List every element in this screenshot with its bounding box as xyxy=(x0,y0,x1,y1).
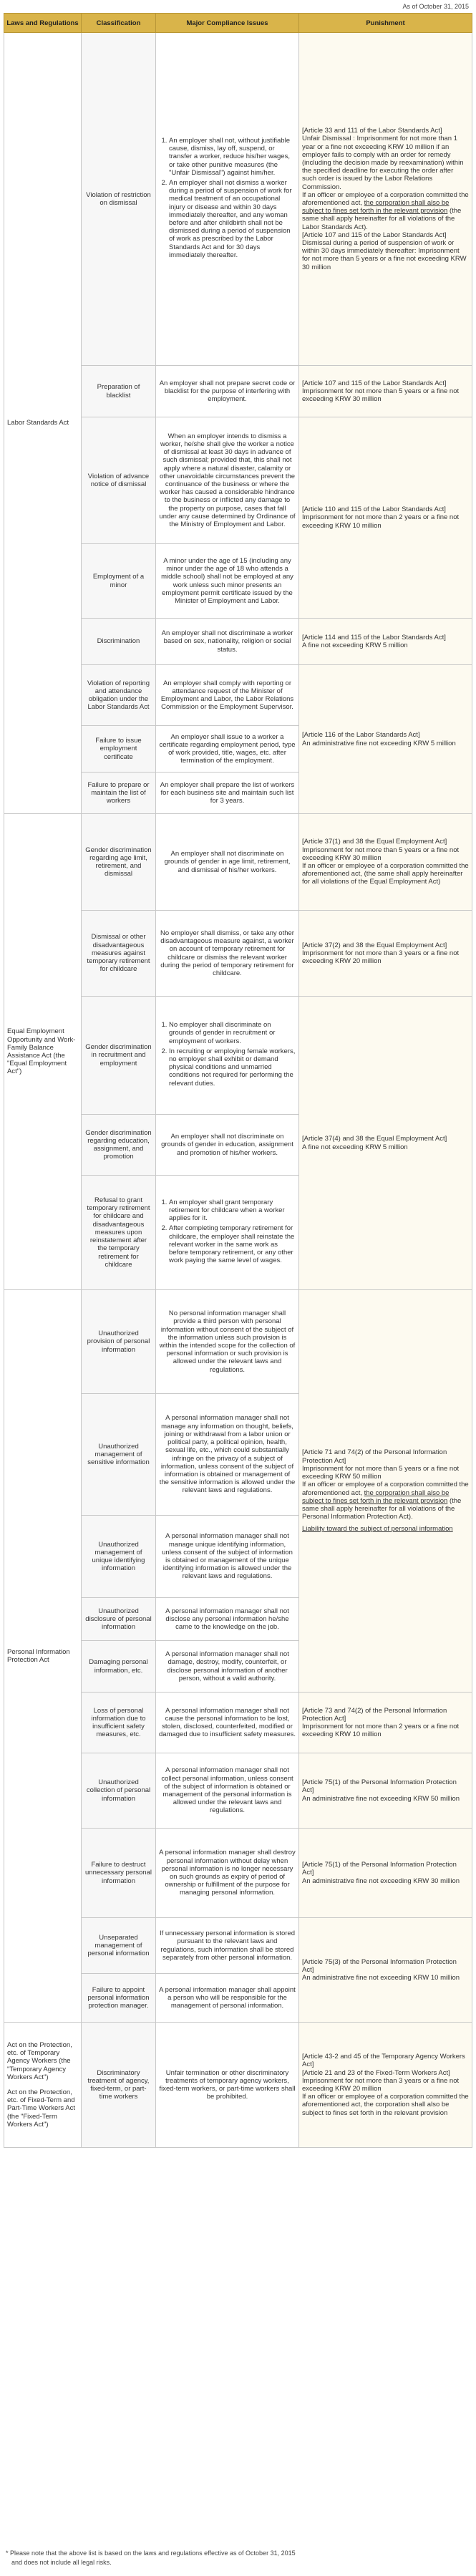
punishment xyxy=(299,1918,472,2023)
issue: No employer shall dismiss, or take any other disadvantageous measure against, a worker on account of temporary retirement for childcare or dismiss the relevant worker during the period of temporary retirement for childcare. xyxy=(156,911,299,997)
punishment-text: A fine not exceeding KRW 5 million xyxy=(302,1143,408,1151)
issue-item: 2. In recruiting or employing female workers, no employer shall exhibit or demand physical conditions and unmarried conditions not required for performing the relevant duties. xyxy=(169,1047,296,1088)
classification: Loss of personal information due to insufficient safety measures, etc. xyxy=(82,1693,156,1753)
law-temporary-agency: Act on the Protection, etc. of Temporary Agency Workers (the "Temporary Agency Workers Act") xyxy=(7,2040,72,2081)
law-equal-employment: Equal Employment Opportunity and Work-Family Balance Assistance Act (the "Equal Employment Act") xyxy=(4,814,82,1290)
punishment-text: An administrative fine not exceeding KRW 10 million xyxy=(302,1974,460,1982)
issue: A personal information manager shall destroy personal information without delay when personal information is no longer necessary on such grounds as expiry of period of ownership or fulfillment of the purpose for managing personal information. xyxy=(156,1829,299,1918)
issue: When an employer intends to dismiss a worker, he/she shall give the worker a notice of dismissal at least 30 days in advance of such dismissal; provided that, this shall not apply where a natural disaster, calamity or other unavoidable circumstances prevent the continuance of the business or where the worker has caused a considerable hindrance to the business or inflicted any damage to the property on purpose, cases that fall under any cause determined by Ordinance of the Ministry of Employment and Labor. xyxy=(156,417,299,544)
article-ref: [Article 75(1) of the Personal Information Protection Act] xyxy=(302,1861,457,1877)
issue xyxy=(156,1176,299,1290)
compliance-table xyxy=(4,13,472,2148)
punishment xyxy=(299,911,472,997)
liability-note: Liability toward the subject of personal information xyxy=(302,1525,453,1534)
article-ref: [Article 37(4) and 38 the Equal Employment Act] xyxy=(302,1135,447,1143)
footnote-line: and does not include all legal risks. xyxy=(11,2558,112,2566)
article-ref: [Article 21 and 23 of the Fixed-Term Workers Act] xyxy=(302,2068,450,2077)
punishment xyxy=(299,366,472,417)
classification: Failure to destruct unnecessary personal information xyxy=(82,1829,156,1918)
punishment-text: If an officer or employee of a corporation committed the aforementioned act, (the same shall apply hereinafter for all violations of the Equal Employment Act) xyxy=(302,862,469,886)
law-personal-information: Personal Information Protection Act xyxy=(4,1290,82,2023)
classification: Gender discrimination in recruitment and employment xyxy=(82,997,156,1115)
as-of-date: As of October 31, 2015 xyxy=(402,3,469,10)
classification: Violation of restriction on dismissal xyxy=(82,33,156,366)
law-labor-standards: Labor Standards Act xyxy=(4,33,82,814)
classification: Discriminatory treatment of agency, fixed-term, or part-time workers xyxy=(82,2023,156,2148)
issue-item: 1. An employer shall not, without justifiable cause, dismiss, lay off, suspend, or transfer a worker, reduce his/her wages, or take other punitive measures (the "Unfair Dismissal") against him/her. xyxy=(169,137,296,177)
classification: Unseparated management of personal information xyxy=(82,1918,156,1974)
punishment xyxy=(299,1693,472,1753)
article-ref: [Article 114 and 115 of the Labor Standards Act] xyxy=(302,633,446,641)
punishment-text: Imprisonment for not more than 5 years or a fine not exceeding KRW 30 million xyxy=(302,387,460,404)
article-ref: [Article 107 and 115 of the Labor Standards Act] xyxy=(302,379,447,387)
issue: Unfair termination or other discriminatory treatments of temporary agency workers, fixed-term workers, or part-time workers shall be prohibited. xyxy=(156,2023,299,2148)
issue: An employer shall not discriminate a worker based on sex, nationality, religion or social status. xyxy=(156,619,299,665)
issue: A personal information manager shall not manage any information on thought, beliefs, joining or withdrawal from a labor union or political party, a political opinion, health, sexual life, etc., which could substantially infringe on the privacy of a subject of information, unless consent of the subject of information is obtained or management of the sensitive information is allowed under the relevant laws and regulations. xyxy=(156,1394,299,1516)
punishment-text: Imprisonment for not more than 5 years or a fine not exceeding KRW 30 million xyxy=(302,846,460,862)
issue: An employer shall not discriminate on grounds of gender in age limit, retirement, and dismissal of his/her workers. xyxy=(156,814,299,911)
punishment-text: If an officer or employee of a corporation committed the aforementioned act, the corporation shall also be subject to fines set forth in the relevant provision xyxy=(302,2093,469,2117)
table-row xyxy=(4,33,472,366)
classification: Failure to appoint personal information protection manager. xyxy=(82,1974,156,2023)
classification: Discrimination xyxy=(82,619,156,665)
classification: Unauthorized management of unique identifying information xyxy=(82,1516,156,1598)
issue-item: 1. An employer shall grant temporary retirement for childcare when a worker applies for it. xyxy=(169,1199,296,1223)
punishment xyxy=(299,1829,472,1918)
classification: Violation of advance notice of dismissal xyxy=(82,417,156,544)
article-ref: [Article 33 and 111 of the Labor Standards Act] xyxy=(302,127,442,135)
article-ref: [Article 37(2) and 38 the Equal Employment Act] xyxy=(302,941,447,949)
classification: Unauthorized management of sensitive information xyxy=(82,1394,156,1516)
classification: Unauthorized collection of personal information xyxy=(82,1753,156,1829)
punishment-text: A fine not exceeding KRW 5 million xyxy=(302,641,408,649)
issue: A personal information manager shall not collect personal information, unless consent of the subject of information is obtained or management of the personal information is allowed under the relevant laws and regulations. xyxy=(156,1753,299,1829)
issue: An employer shall prepare the list of workers for each business site and maintain such list for 3 years. xyxy=(156,773,299,814)
issue: An employer shall not prepare secret code or blacklist for the purpose of interfering with employment. xyxy=(156,366,299,417)
classification: Violation of reporting and attendance obligation under the Labor Standards Act xyxy=(82,665,156,726)
issue: If unnecessary personal information is stored pursuant to the relevant laws and regulations, such information shall be stored separately from other personal information. xyxy=(156,1918,299,1974)
article-ref: [Article 116 of the Labor Standards Act] xyxy=(302,731,420,740)
punishment-text: An administrative fine not exceeding KRW 30 million xyxy=(302,1877,460,1885)
issue-item: 2. An employer shall not dismiss a worker during a period of suspension of work for medical treatment of an occupational injury or disease and within 30 days immediately thereafter, and any woman before and after childbirth shall not be dismissed during a period of suspension of work as prescribed by the Labor Standards Act and for 30 days immediately thereafter. xyxy=(169,179,296,259)
punishment-text: An administrative fine not exceeding KRW 5 million xyxy=(302,739,456,747)
punishment-text: Dismissal during a period of suspension of work or within 30 days immediately thereafter: Imprisonment for not more than 5 years or a fine not exceeding KRW 30 million xyxy=(302,239,467,271)
article-ref: [Article 75(3) of the Personal Information Protection Act] xyxy=(302,1957,457,1974)
punishment-text: Imprisonment for not more than 2 years or a fine not exceeding KRW 10 million xyxy=(302,1723,460,1739)
header-classification: Classification xyxy=(82,14,156,33)
punishment xyxy=(299,2023,472,2148)
law-fixed-term: Act on the Protection, etc. of Fixed-Term and Part-Time Workers Act (the "Fixed-Term Workers Act") xyxy=(7,2088,76,2129)
issue: A personal information manager shall not damage, destroy, modify, counterfeit, or disclose personal information of another person, without a valid authority. xyxy=(156,1641,299,1693)
punishment xyxy=(299,1290,472,1693)
classification: Employment of a minor xyxy=(82,544,156,619)
punishment-text: Imprisonment for not more than 3 years or a fine not exceeding KRW 20 million xyxy=(302,949,460,966)
classification: Unauthorized disclosure of personal information xyxy=(82,1598,156,1641)
article-ref: [Article 110 and 115 of the Labor Standards Act] xyxy=(302,505,446,514)
article-ref: [Article 43-2 and 45 of the Temporary Agency Workers Act] xyxy=(302,2053,465,2069)
header-row xyxy=(4,14,472,33)
punishment xyxy=(299,33,472,366)
punishment-text: Imprisonment for not more than 2 years or a fine not exceeding KRW 10 million xyxy=(302,513,460,530)
classification: Unauthorized provision of personal information xyxy=(82,1290,156,1394)
article-ref: [Article 71 and 74(2) of the Personal Information Protection Act] xyxy=(302,1448,447,1465)
classification: Preparation of blacklist xyxy=(82,366,156,417)
header-punishment: Punishment xyxy=(299,14,472,33)
punishment xyxy=(299,619,472,665)
punishment xyxy=(299,665,472,814)
issue: No personal information manager shall provide a third person with personal information without consent of the subject of the information unless such provision is within the intended scope for the collection of personal information or such provision is allowed under the relevant laws and regulations. xyxy=(156,1290,299,1394)
article-ref: [Article 73 and 74(2) of the Personal Information Protection Act] xyxy=(302,1706,447,1723)
issue xyxy=(156,997,299,1115)
punishment-text: Imprisonment for not more than 5 years or a fine not exceeding KRW 50 million xyxy=(302,1464,460,1481)
punishment xyxy=(299,417,472,619)
issue-item: 1. No employer shall discriminate on grounds of gender in recruitment or employment of workers. xyxy=(169,1021,296,1045)
classification: Dismissal or other disadvantageous measures against temporary retirement for childcare xyxy=(82,911,156,997)
footnote-line: * Please note that the above list is based on the laws and regulations effective as of October 31, 2015 xyxy=(6,2550,296,2557)
punishment-text: If an officer or employee of a corporation committed the aforementioned act, the corporation shall also be subject to fines set forth in the relevant provision (the same shall apply hereinafter for all violations of the Personal Information Protection Act). xyxy=(302,1481,469,1521)
article-ref: [Article 75(1) of the Personal Information Protection Act] xyxy=(302,1778,457,1795)
punishment-text: Unfair Dismissal : Imprisonment for not more than 1 year or a fine not exceeding KRW 10 million if an employer fails to comply with an order for remedy (including the decision made by reexamination) within the specified deadline for executing the order after such order is issued by the Labor Relations Commission. xyxy=(302,135,464,191)
issue: A minor under the age of 15 (including any minor under the age of 18 who attends a middle school) shall not be employed at any work unless such minor presents an employment permit certificate issued by the Minister of Employment and Labor. xyxy=(156,544,299,619)
header-laws: Laws and Regulations xyxy=(4,14,82,33)
corporate-liability-text: the corporation shall also be subject to fines set forth in the relevant provision xyxy=(302,199,450,216)
article-ref: [Article 107 and 115 of the Labor Standards Act] xyxy=(302,231,447,239)
issue: An employer shall comply with reporting or attendance request of the Minister of Employment and Labor, the Labor Relations Commission or the Employment Supervisor. xyxy=(156,665,299,726)
punishment xyxy=(299,814,472,911)
issue: A personal information manager shall not cause the personal information to be lost, stolen, disclosed, counterfeited, modified or damaged due to insufficient safety measures. xyxy=(156,1693,299,1753)
table-row xyxy=(4,814,472,911)
classification: Failure to issue employment certificate xyxy=(82,726,156,773)
issue: A personal information manager shall not manage unique identifying information, unless consent of the subject of information is obtained or management of the unique identifying information is allowed under the relevant laws and regulations. xyxy=(156,1516,299,1598)
punishment xyxy=(299,997,472,1290)
law-temporary-fixed-term xyxy=(4,2023,82,2148)
classification: Gender discrimination regarding age limit, retirement, and dismissal xyxy=(82,814,156,911)
header-issues: Major Compliance Issues xyxy=(156,14,299,33)
footnote xyxy=(6,2549,296,2567)
issue xyxy=(156,33,299,366)
classification: Failure to prepare or maintain the list of workers xyxy=(82,773,156,814)
classification: Damaging personal information, etc. xyxy=(82,1641,156,1693)
issue: An employer shall not discriminate on grounds of gender in education, assignment and promotion of his/her workers. xyxy=(156,1115,299,1176)
issue: An employer shall issue to a worker a certificate regarding employment period, type of work provided, title, wages, etc. after termination of the employment. xyxy=(156,726,299,773)
classification: Gender discrimination regarding education, assignment, and promotion xyxy=(82,1115,156,1176)
corporate-liability-text: the corporation shall also be subject to fines set forth in the relevant provision xyxy=(302,1488,450,1505)
classification: Refusal to grant temporary retirement for childcare and disadvantageous measures upon reinstatement after the temporary retirement for childcare xyxy=(82,1176,156,1290)
article-ref: [Article 37(1) and 38 the Equal Employment Act] xyxy=(302,838,447,846)
table-row xyxy=(4,2023,472,2148)
punishment xyxy=(299,1753,472,1829)
issue: A personal information manager shall not disclose any personal information he/she came to the knowledge on the job. xyxy=(156,1598,299,1641)
punishment-text: An administrative fine not exceeding KRW 50 million xyxy=(302,1794,460,1803)
issue-item: 2. After completing temporary retirement for childcare, the employer shall reinstate the relevant worker in the same work as before temporary retirement, or any other work paying the same level of wages. xyxy=(169,1224,296,1264)
punishment-text: If an officer or employee of a corporation committed the aforementioned act, the corporation shall also be subject to fines set forth in the relevant provision (the same shall apply hereinafter for all violations of the Labor Standards Act). xyxy=(302,190,469,231)
issue: A personal information manager shall appoint a person who will be responsible for the management of personal information. xyxy=(156,1974,299,2023)
punishment-text: Imprisonment for not more than 3 years or a fine not exceeding KRW 20 million xyxy=(302,2076,460,2093)
table-row xyxy=(4,1290,472,1394)
